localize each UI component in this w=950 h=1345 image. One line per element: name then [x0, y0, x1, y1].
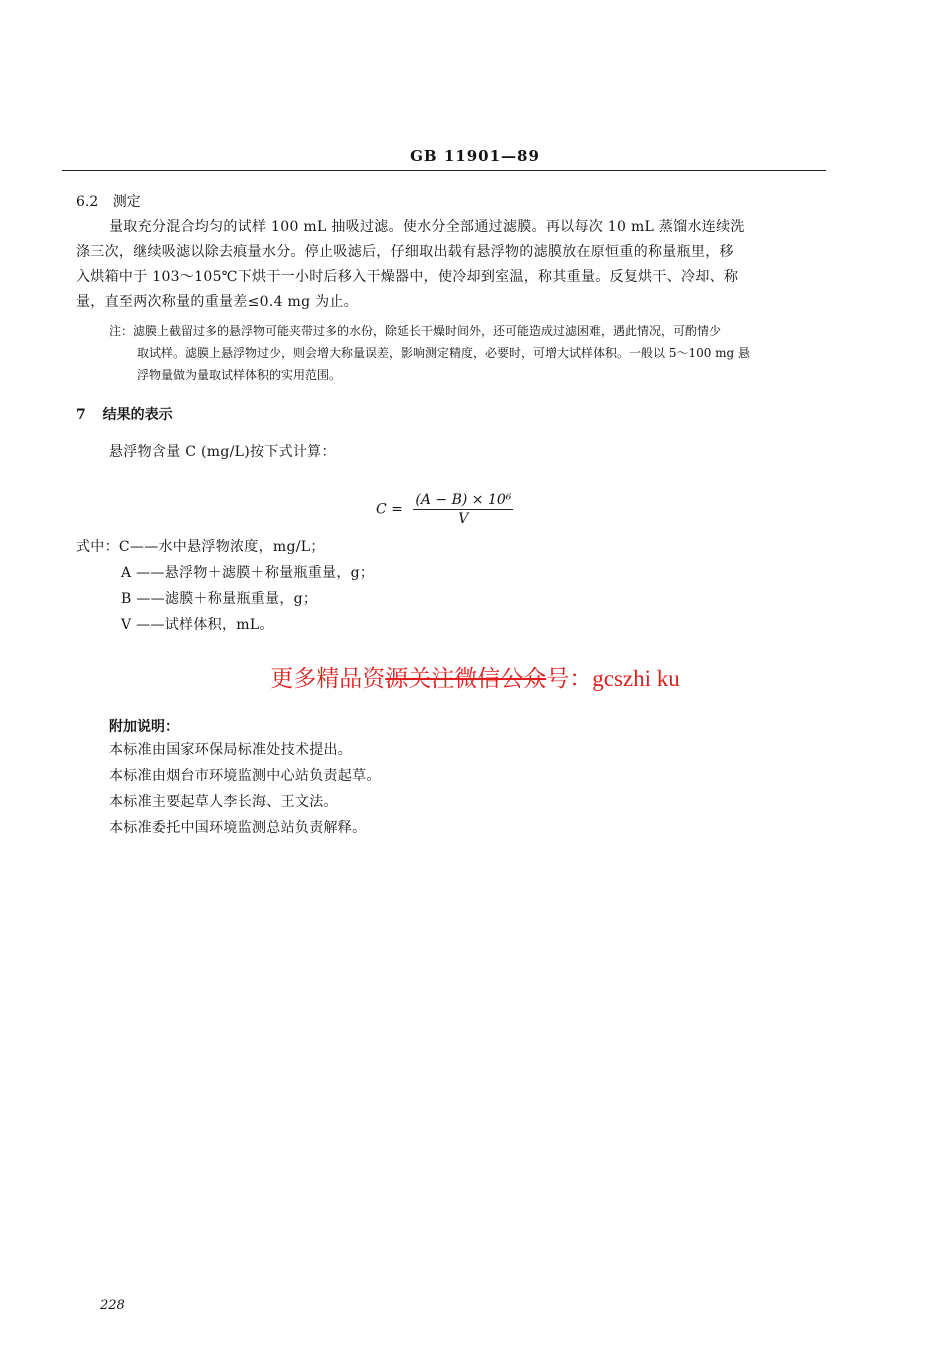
appendix-line-3: 本标准主要起草人李长海、王文法。	[109, 794, 338, 810]
header-divider	[62, 170, 826, 171]
appendix-line-2: 本标准由烟台市环境监测中心站负责起草。	[109, 768, 381, 784]
appendix-line-1: 本标准由国家环保局标准处技术提出。	[109, 742, 353, 758]
section-6-2-paragraph-line-1: 量取充分混合均匀的试样 100 mL 抽吸过滤。使水分全部通过滤膜。再以每次 10 mL 蒸馏水连续洗	[109, 219, 745, 235]
watermark-part-2: 源关注微信公众	[385, 666, 547, 692]
section-6-2-paragraph-line-4: 量，直至两次称量的重量差≤0.4 mg 为止。	[76, 294, 359, 310]
variable-definition-a: A ——悬浮物＋滤膜＋称量瓶重量，g；	[121, 565, 375, 581]
section-6-2-number: 6.2	[76, 194, 99, 210]
appendix-line-4: 本标准委托中国环境监测总站负责解释。	[109, 820, 367, 836]
section-7-title: 结果的表示	[102, 407, 173, 423]
note-line-2: 取试样。滤膜上悬浮物过少，则会增大称量误差，影响测定精度，必要时，可增大试样体积。一般以 5～100 mg 悬	[137, 346, 751, 360]
variable-definition-b: B ——滤膜＋称量瓶重量，g；	[121, 591, 318, 607]
formula-numerator: (A − B) × 10⁶	[415, 492, 512, 508]
watermark-part-3: 号：	[546, 666, 593, 692]
variable-definition-v: V ——试样体积，mL。	[121, 617, 274, 633]
watermark-text	[0, 660, 950, 693]
appendix-title: 附加说明：	[109, 719, 179, 735]
note-line-3: 浮物量做为量取试样体积的实用范围。	[137, 368, 342, 382]
section-6-2-heading	[76, 191, 141, 211]
formula-denominator: V	[458, 511, 469, 527]
section-6-2-paragraph-line-3: 入烘箱中于 103～105℃下烘干一小时后移入干燥器中，使冷却到室温，称其重量。反复烘干、冷却、称	[76, 269, 739, 285]
variable-definition-c: 式中：C——水中悬浮物浓度，mg/L；	[76, 539, 325, 555]
watermark-part-1: 更多精品资	[270, 666, 386, 692]
page-number: 228	[100, 1298, 125, 1313]
formula-fraction	[413, 492, 513, 527]
standard-code-header: GB 11901—89	[410, 147, 540, 165]
note-line-1: 注：滤膜上截留过多的悬浮物可能夹带过多的水份，除延长干燥时间外，还可能造成过滤困难，遇此情况，可酌情少	[109, 324, 722, 338]
section-6-2-title: 测定	[112, 194, 141, 210]
section-7-number: 7	[76, 407, 86, 423]
formula	[376, 492, 513, 527]
formula-intro: 悬浮物含量 C (mg/L)按下式计算：	[109, 444, 336, 460]
section-6-2-paragraph-line-2: 涤三次，继续吸滤以除去痕量水分。停止吸滤后，仔细取出载有悬浮物的滤膜放在原恒重的称量瓶里，移	[76, 244, 734, 260]
formula-lhs: C =	[376, 501, 403, 518]
watermark-part-4: gcszhi ku	[592, 666, 680, 691]
section-7-heading	[76, 404, 173, 424]
